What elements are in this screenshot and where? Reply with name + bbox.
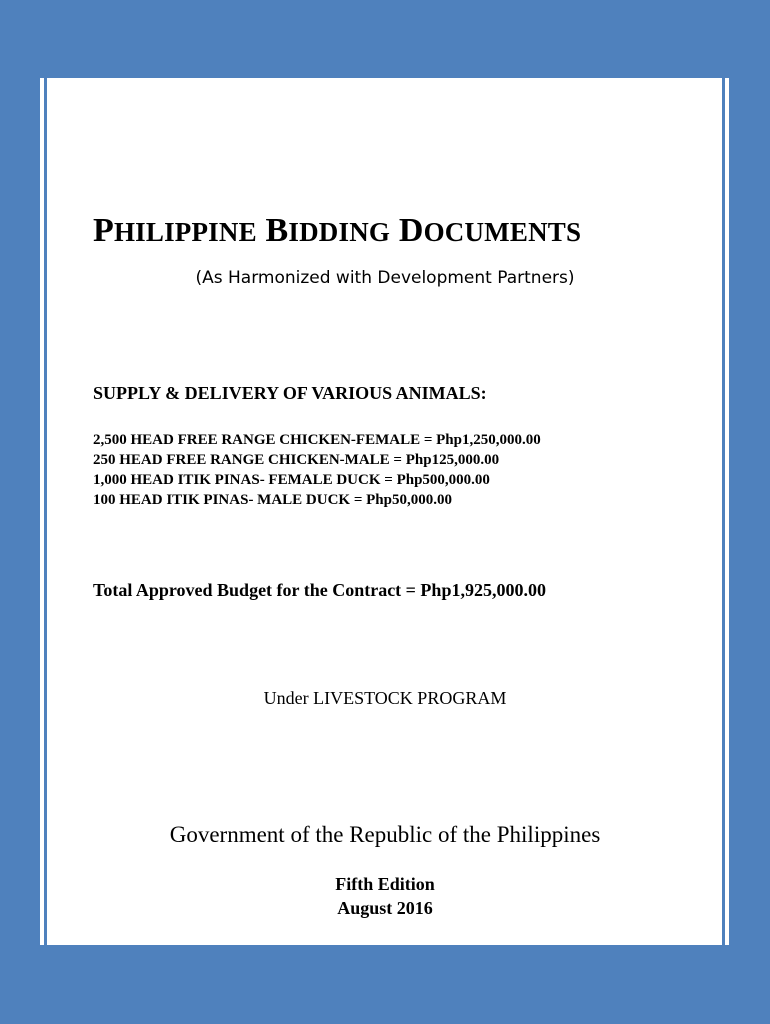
- supply-heading: SUPPLY & DELIVERY OF VARIOUS ANIMALS:: [93, 383, 487, 403]
- right-border-band: [729, 0, 770, 1024]
- list-item: 250 HEAD FREE RANGE CHICKEN-MALE = Php125,000.00: [93, 452, 500, 468]
- program-line: Under LIVESTOCK PROGRAM: [263, 688, 507, 708]
- bottom-border-band: [0, 945, 770, 1024]
- left-border-band: [0, 0, 40, 1024]
- item-list: [93, 430, 541, 510]
- content-area: [52, 78, 718, 945]
- list-item: 100 HEAD ITIK PINAS- MALE DUCK = Php50,000.00: [93, 492, 452, 508]
- edition-label: Fifth Edition: [335, 874, 435, 894]
- list-item: 1,000 HEAD ITIK PINAS- FEMALE DUCK = Php500,000.00: [93, 472, 490, 488]
- left-border-line: [44, 0, 47, 1024]
- top-border-band: [0, 0, 770, 78]
- title-word-1: PHILIPPINE: [93, 212, 257, 249]
- right-border-line: [722, 0, 725, 1024]
- title-word-2: BIDDING: [265, 212, 391, 249]
- edition-date: August 2016: [337, 898, 433, 918]
- document-title: [93, 212, 581, 250]
- total-budget: Total Approved Budget for the Contract = Php1,925,000.00: [93, 580, 546, 600]
- government-name: Government of the Republic of the Philippines: [169, 822, 601, 847]
- document-subtitle: (As Harmonized with Development Partners): [195, 268, 575, 288]
- list-item: 2,500 HEAD FREE RANGE CHICKEN-FEMALE = Php1,250,000.00: [93, 432, 541, 448]
- title-word-3: DOCUMENTS: [398, 212, 582, 249]
